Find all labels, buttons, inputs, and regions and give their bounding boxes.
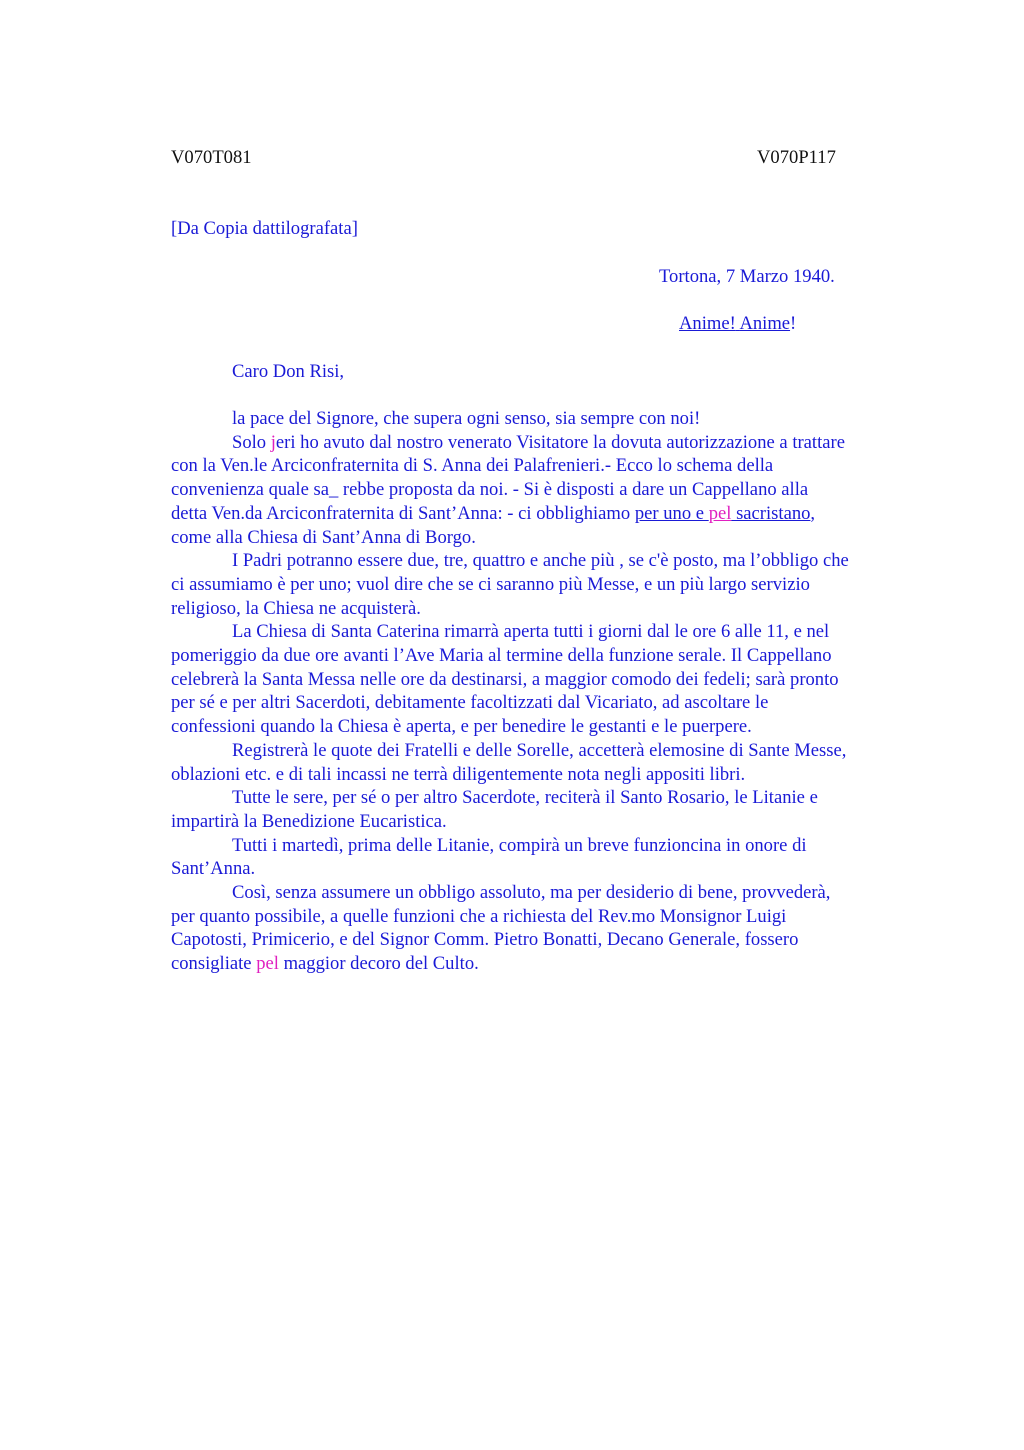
- highlighted-text: pel: [256, 953, 279, 975]
- text-line: eri ho avuto dal nostro venerato Visitatore la dovuta autorizzazione a trattare: [275, 431, 845, 453]
- text-line: la pace del Signore, che supera ogni senso, sia sempre con noi!: [232, 408, 701, 429]
- text-line: I Padri potranno essere due, tre, quattro e anche più , se c'è posto, ma l’obbligo che: [232, 550, 849, 572]
- text-line: Tutti i martedì, prima delle Litanie, compirà un breve funzioncina in onore di: [232, 834, 807, 856]
- paragraph-records: [171, 739, 931, 786]
- text-line: come alla Chiesa di Sant’Anna di Borgo.: [171, 526, 476, 548]
- text-line: consigliate: [171, 953, 257, 975]
- salutation: Caro Don Risi,: [232, 361, 345, 382]
- highlighted-text: pel: [708, 502, 732, 524]
- text-line: convenienza quale sa_ rebbe proposta da noi. - Si è disposti a dare un Cappellano alla: [171, 479, 809, 501]
- text-line: per quanto possibile, a quelle funzioni che a richiesta del Rev.mo Monsignor Luigi: [171, 905, 787, 927]
- paragraph-tuesdays: [171, 834, 931, 881]
- text-line: ,: [810, 502, 816, 524]
- source-note: [Da Copia dattilografata]: [171, 218, 358, 239]
- text-line: Registrerà le quote dei Fratelli e delle Sorelle, accetterà elemosine di Sante Messe,: [232, 739, 847, 761]
- paragraph-greeting: [171, 407, 931, 431]
- paragraph-church-hours: [171, 620, 931, 739]
- text-line: Capotosti, Primicerio, e del Signor Comm. Pietro Bonatti, Decano Generale, fossero: [171, 929, 799, 951]
- text-line: Sant’Anna.: [171, 858, 256, 880]
- highlighted-text: j: [270, 431, 276, 453]
- place-date: Tortona, 7 Marzo 1940.: [659, 266, 835, 287]
- text-line: Solo: [232, 431, 271, 453]
- paragraph-rosary: [171, 786, 931, 833]
- paragraph-closing: [171, 881, 931, 976]
- letter-body: [171, 407, 931, 976]
- paragraph-authorization: [171, 431, 931, 550]
- text-line: ci assumiamo è per uno; vuol dire che se ci saranno più Messe, e un più largo servizio: [171, 573, 810, 595]
- text-line: Così, senza assumere un obbligo assoluto, ma per desiderio di bene, provvederà,: [232, 882, 831, 904]
- underlined-text: per uno e: [634, 502, 709, 524]
- motto-second: Anime: [739, 313, 791, 334]
- underlined-text: sacristano: [731, 502, 811, 524]
- motto: [679, 313, 796, 335]
- motto-end: !: [790, 313, 797, 334]
- text-line: religioso, la Chiesa ne acquisterà.: [171, 597, 421, 619]
- text-line: oblazioni etc. e di tali incassi ne terrà diligentemente nota negli appositi libri.: [171, 763, 746, 785]
- text-line: detta Ven.da Arciconfraternita di Sant’Anna: - ci obblighiamo: [171, 502, 635, 524]
- text-line: confessioni quando la Chiesa è aperta, e per benedire le gestanti e le puerpere.: [171, 716, 752, 738]
- text-line: celebrerà la Santa Messa nelle ore da destinarsi, a maggior comodo dei fedeli; sarà pronto: [171, 668, 839, 690]
- text-line: per sé e per altri Sacerdoti, debitamente facoltizzati dal Vicariato, ad ascoltare le: [171, 692, 769, 714]
- document-code-right: V070P117: [757, 147, 836, 168]
- text-line: pomeriggio da due ore avanti l’Ave Maria al termine della funzione serale. Il Cappellano: [171, 645, 832, 667]
- paragraph-fathers: [171, 549, 931, 620]
- text-line: con la Ven.le Arciconfraternita di S. Anna dei Palafrenieri.- Ecco lo schema della: [171, 455, 774, 477]
- text-line: maggior decoro del Culto.: [278, 953, 479, 975]
- text-line: La Chiesa di Santa Caterina rimarrà aperta tutti i giorni dal le ore 6 alle 11, e nel: [232, 621, 830, 643]
- text-line: Tutte le sere, per sé o per altro Sacerdote, reciterà il Santo Rosario, le Litanie e: [232, 787, 818, 809]
- text-line: impartirà la Benedizione Eucaristica.: [171, 810, 447, 832]
- motto-first: Anime!: [679, 313, 736, 334]
- document-code-left: V070T081: [171, 147, 252, 168]
